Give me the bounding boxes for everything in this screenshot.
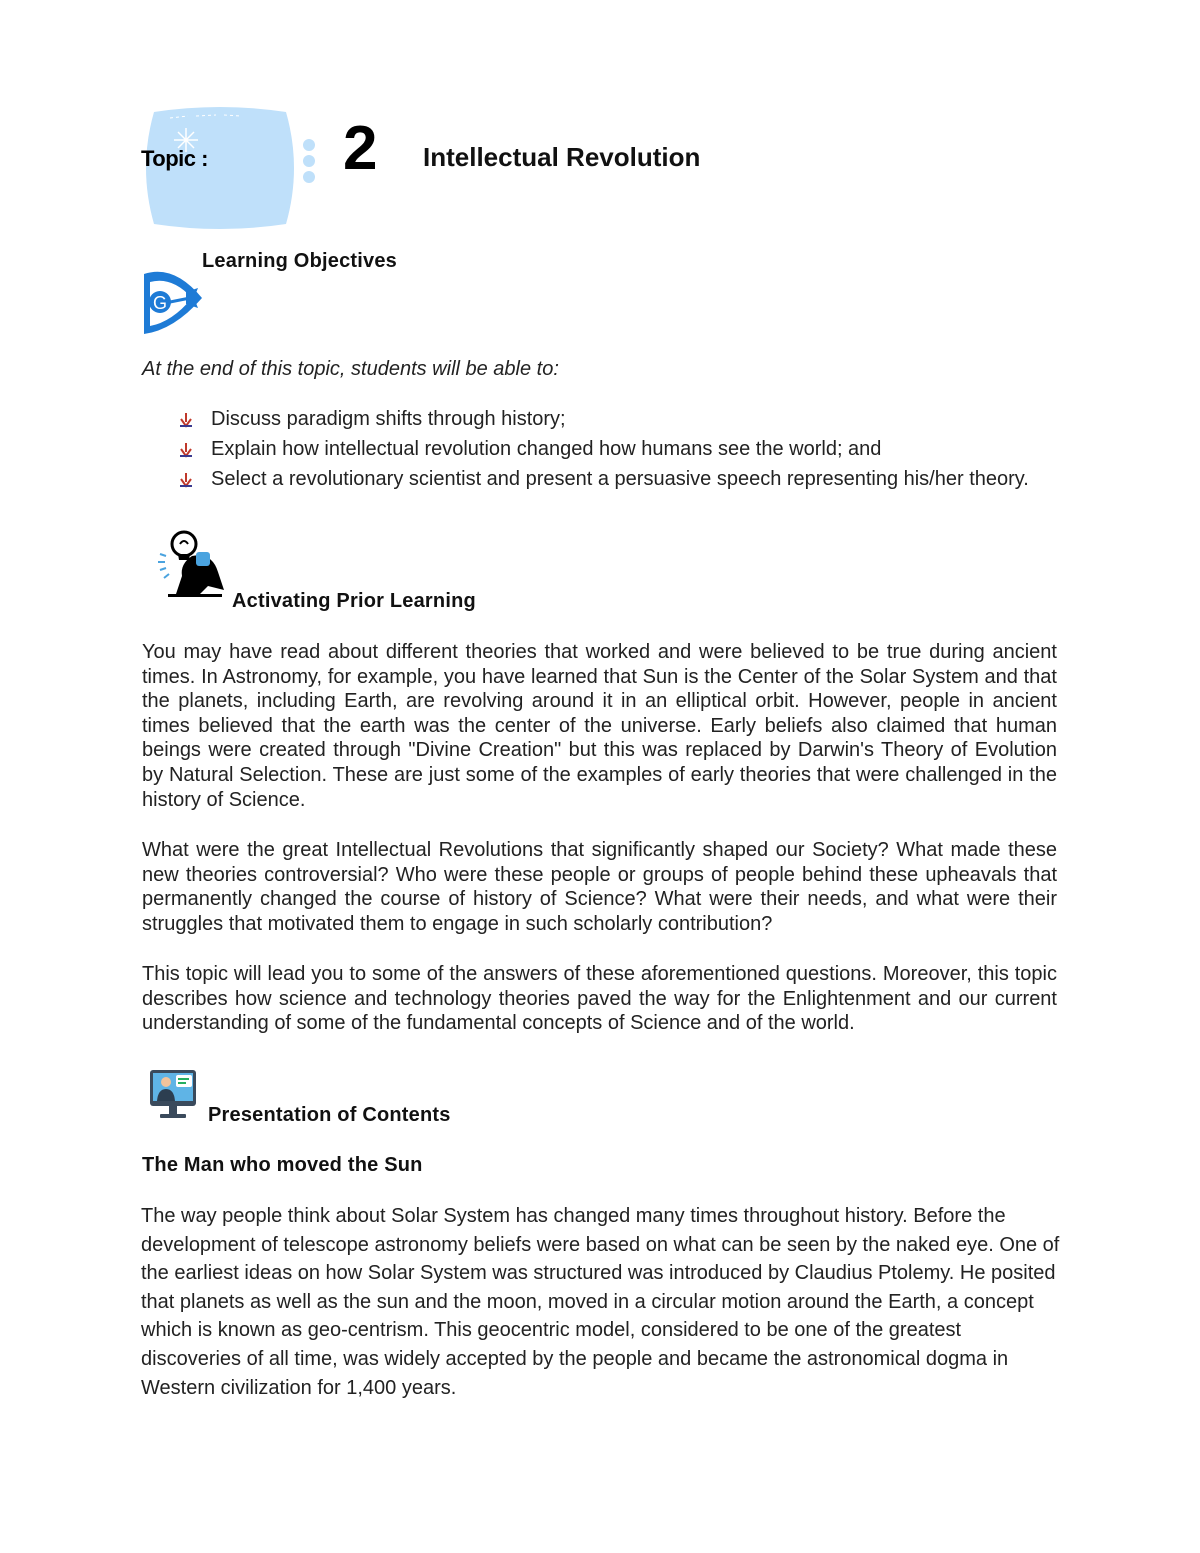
- objectives-list: [176, 407, 1046, 497]
- arrow-bullet-icon: [178, 412, 194, 428]
- objective-text: Select a revolutionary scientist and present a persuasive speech representing his/her theory.: [211, 468, 1029, 490]
- objectives-intro: At the end of this topic, students will be able to:: [142, 358, 559, 380]
- paragraph: The way people think about Solar System has changed many times throughout history. Before the development of telescope astronomy beliefs were based on what can be seen by the naked eye. One of the earliest ideas on how Solar System was structured was introduced by Claudius Ptolemy. He posited that planets as well as the sun and the moon, moved in a circular motion around the Earth, a concept which is known as geo-centrism. This geocentric model, considered to be one of the greatest discoveries of all time, was widely accepted by the people and became the astronomical dogma in Western civilization for 1,400 years.: [141, 1205, 1060, 1399]
- arrow-bullet-icon: [178, 472, 194, 488]
- lightbulb-thinker-icon: [156, 528, 232, 602]
- presentation-monitor-icon: [148, 1066, 200, 1120]
- topic-label: Topic :: [141, 146, 208, 171]
- objective-text: Discuss paradigm shifts through history;: [211, 408, 566, 430]
- learning-objectives-heading: Learning Objectives: [202, 250, 397, 272]
- presentation-of-contents-heading: Presentation of Contents: [208, 1104, 451, 1126]
- arrow-bullet-icon: [178, 442, 194, 458]
- topic-number: 2: [343, 114, 378, 183]
- paragraph: This topic will lead you to some of the answers of these aforementioned questions. Moreover, this topic describes how science and technology theories paved the way for the Enlightenment and our current understanding of some of the fundamental concepts of Science and of the world.: [142, 963, 1057, 1035]
- paragraph: What were the great Intellectual Revolutions that significantly shaped our Society? What made these new theories controversial? Who were these people or groups of people behind these upheavals that permanently changed the course of history of Science? What were their needs, and what were their struggles that motivated them to engage in such scholarly contribution?: [142, 839, 1057, 935]
- objective-text: Explain how intellectual revolution changed how humans see the world; and: [211, 438, 882, 460]
- section-subheading: The Man who moved the Sun: [142, 1154, 423, 1176]
- goal-target-icon: [140, 264, 204, 336]
- paragraph: You may have read about different theories that worked and were believed to be true during ancient times. In Astronomy, for example, you have learned that Sun is the Center of the Solar System and that the planets, including Earth, are revolving around it in an elliptical orbit. However, people in ancient times believed that the earth was the center of the universe. Early beliefs also claimed that human beings were created through "Divine Creation" but this was replaced by Darwin's Theory of Evolution by Natural Selection. These are just some of the examples of early theories that were challenged in the history of Science.: [142, 641, 1057, 811]
- list-item: [176, 467, 1046, 491]
- list-item: [176, 437, 1046, 461]
- page-title: Intellectual Revolution: [423, 142, 701, 172]
- dots-decoration: [302, 138, 316, 184]
- list-item: [176, 407, 1046, 431]
- activating-prior-learning-heading: Activating Prior Learning: [232, 590, 476, 612]
- svg-text:G: G: [152, 293, 168, 313]
